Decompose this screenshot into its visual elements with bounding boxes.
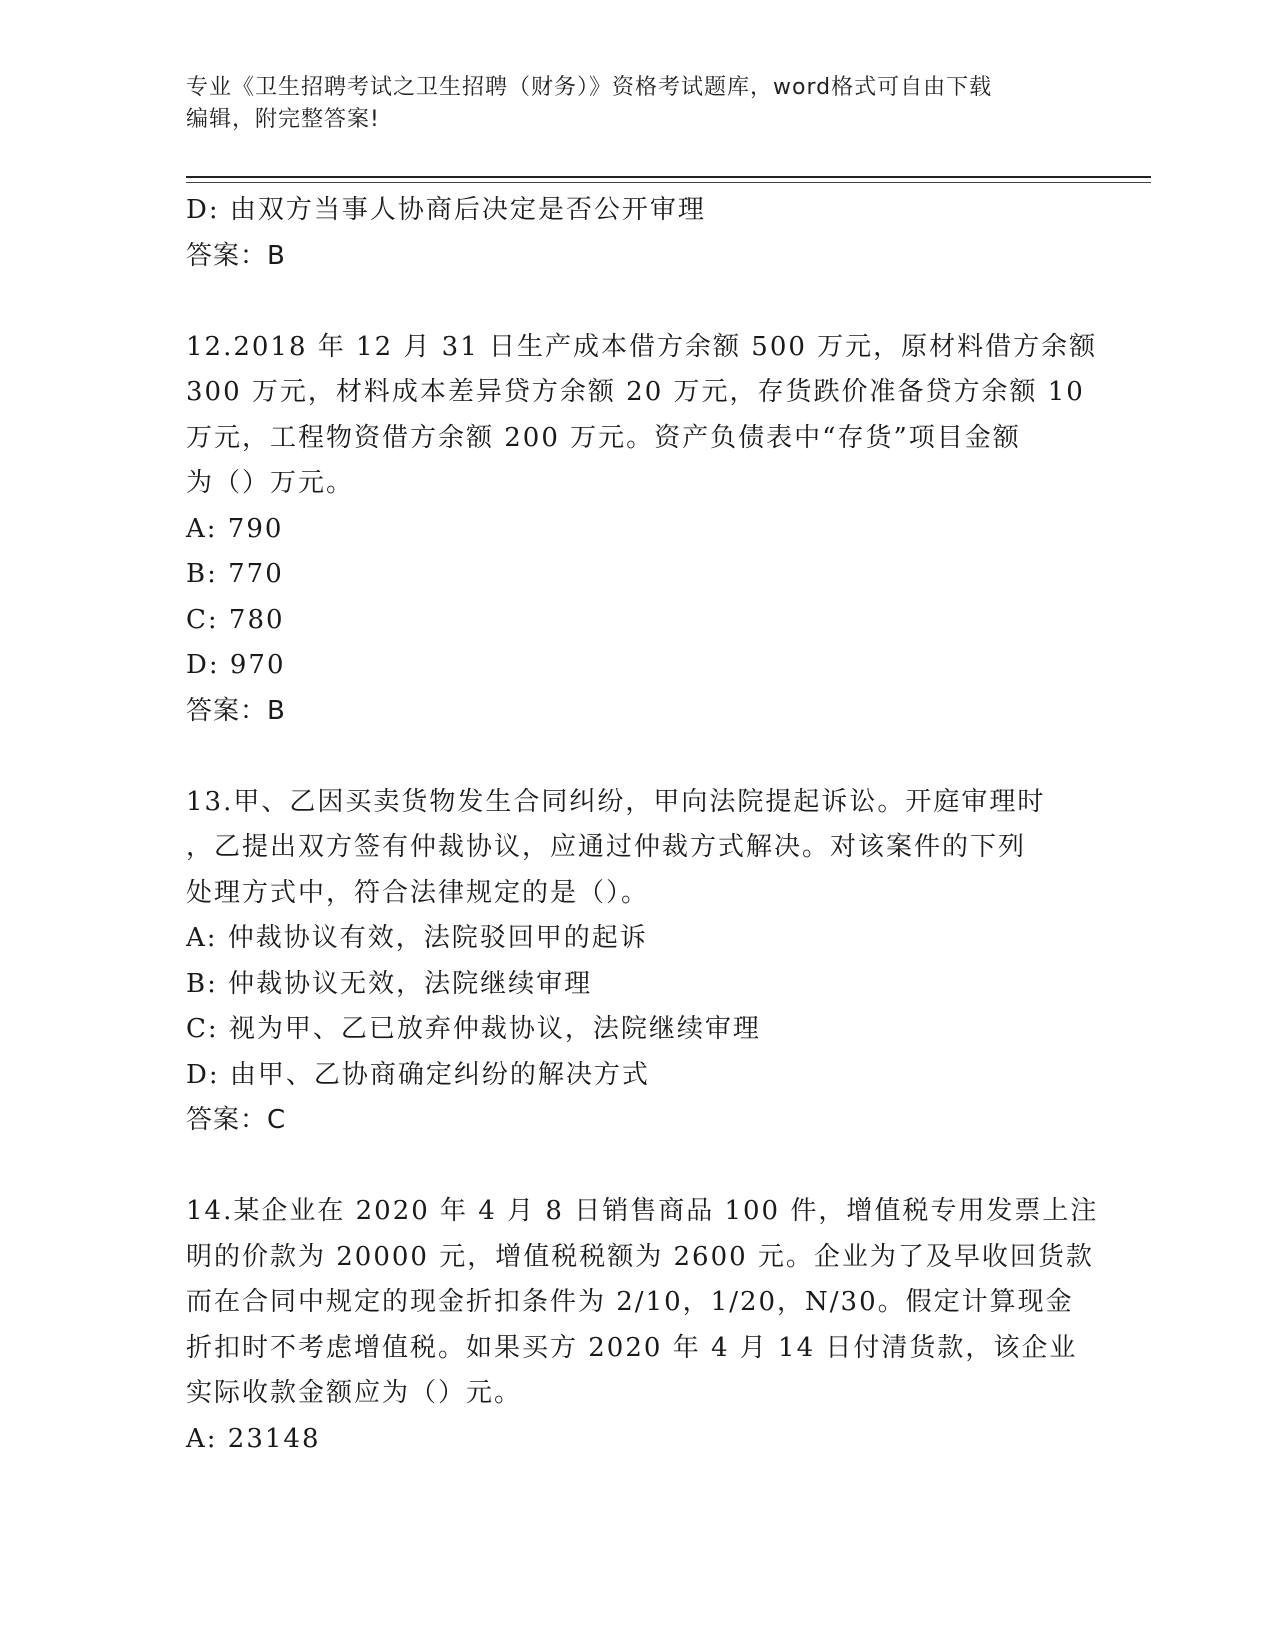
question-12-stem-line: 300 万元，材料成本差异贷方余额 20 万元，存货跌价准备贷方余额 10	[186, 377, 1085, 407]
spacer	[186, 279, 1086, 325]
question-12	[186, 325, 1098, 735]
header-line-1: 专业《卫生招聘考试之卫生招聘（财务）》资格考试题库，word格式可自由下载	[186, 75, 993, 100]
question-14-option-a: A: 23148	[186, 1423, 321, 1454]
question-14-stem-line: 而在合同中规定的现金折扣条件为 2/10，1/20，N/30。假定计算现金	[186, 1287, 1074, 1317]
question-12-option-c: C: 780	[186, 604, 285, 635]
question-12-option-d: D: 970	[186, 650, 286, 680]
question-13	[186, 780, 1086, 1144]
question-13-option-d: D: 由甲、乙协商确定纠纷的解决方式	[186, 1059, 650, 1090]
question-12-stem-line: 为（）万元。	[186, 468, 355, 498]
question-14-stem-line: 14.某企业在 2020 年 4 月 8 日销售商品 100 件，增值税专用发票上注	[186, 1196, 1099, 1226]
question-14-stem-line: 实际收款金额应为（）元。	[186, 1378, 523, 1408]
question-12-option-b: B: 770	[186, 559, 284, 589]
question-13-stem-line: 13.甲、乙因买卖货物发生合同纠纷，甲向法院提起诉讼。开庭审理时	[186, 786, 1046, 817]
question-14-stem-line: 明的价款为 20000 元，增值税税额为 2600 元。企业为了及早收回货款	[186, 1241, 1094, 1272]
spacer	[186, 1144, 1086, 1190]
header-line-2: 编辑，附完整答案!	[186, 107, 380, 132]
question-13-option-c: C: 视为甲、乙已放弃仲裁协议，法院继续审理	[186, 1014, 761, 1044]
question-13-stem-line: 处理方式中，符合法律规定的是（）。	[186, 877, 650, 908]
question-content	[186, 188, 1099, 1462]
question-12-option-a: A: 790	[186, 513, 284, 544]
question-13-stem-line: ，乙提出双方签有仲裁协议，应通过仲裁方式解决。对该案件的下列	[186, 832, 1027, 862]
spacer	[186, 734, 1086, 780]
document-header	[186, 72, 1086, 136]
header-rule-thin	[186, 182, 1151, 183]
prev-answer: 答案：B	[186, 240, 286, 271]
question-13-option-b: B: 仲裁协议无效，法院继续审理	[186, 968, 593, 999]
header-rule-thick	[186, 176, 1151, 178]
prev-option-d: D: 由双方当事人协商后决定是否公开审理	[186, 195, 706, 225]
question-12-stem-line: 万元，工程物资借方余额 200 万元。资产负债表中“存货”项目金额	[186, 422, 1021, 453]
question-14	[186, 1189, 1099, 1462]
question-12-answer: 答案：B	[186, 695, 286, 726]
question-12-stem-line: 12.2018 年 12 月 31 日生产成本借方余额 500 万元，原材料借方余额	[186, 331, 1098, 362]
question-13-answer: 答案：C	[186, 1105, 287, 1135]
question-13-option-a: A: 仲裁协议有效，法院驳回甲的起诉	[186, 923, 648, 953]
question-14-stem-line: 折扣时不考虑增值税。如果买方 2020 年 4 月 14 日付清货款，该企业	[186, 1332, 1078, 1363]
